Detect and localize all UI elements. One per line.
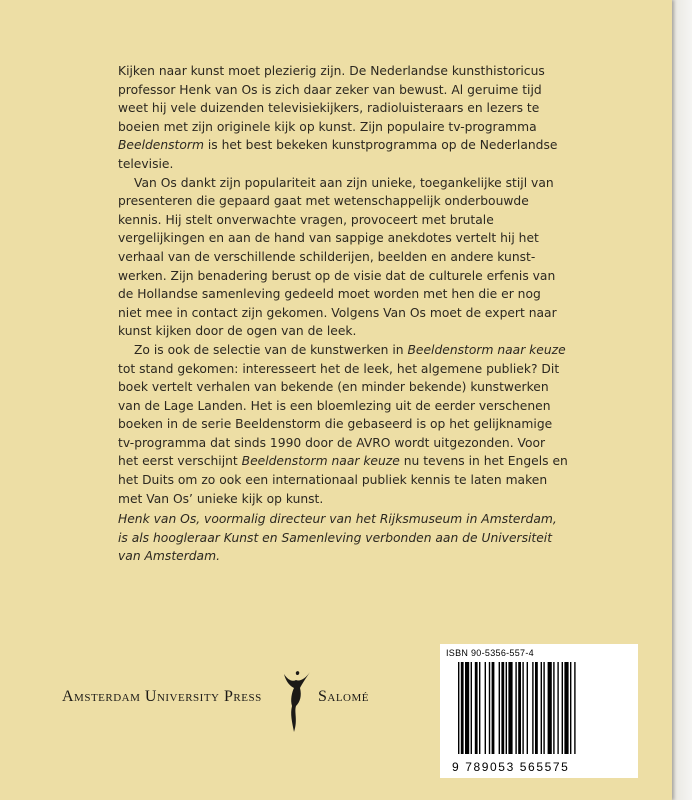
blurb-text [118, 62, 568, 508]
blurb-paragraph-2: Van Os dankt zijn populariteit aan zijn unieke, toegankelijke stijl van presenteren die gepaard gaat met wetenschappelijk onderbouwde kennis. Hij stelt onverwachte vragen, provoceert met brutale vergelijkingen en aan de hand van sappige anekdotes vertelt hij het verhaal van de verschillende schilderijen, beelden en andere kunstwerken. Zijn benadering berust op de visie dat de culturele erfenis van de Hollandse samenleving gedeeld moet worden met hen die er nog niet mee in contact zijn gekomen. Volgens Van Os moet de expert naar kunst kijken door de ogen van de leek. [118, 175, 557, 339]
paragraph-text: nu tevens in het Engels en het Duits om zo ook een internationaal publiek kennis te laten maken met Van Os’ unieke kijk op kunst. [118, 454, 568, 506]
author-bio: Henk van Os, voormalig directeur van het Rijksmuseum in Amsterdam, is als hoogleraar Kunst en Samenleving verbonden aan de Universiteit van Amsterdam. [118, 512, 557, 564]
paragraph-text: tot stand gekomen: interesseert het de leek, het algemene publiek? Dit boek vertelt verhalen van bekende (en minder bekende) kunstwerken van de Lage Landen. Het is een bloemlezing uit de eerder verschenen boeken in de serie Beeldenstorm die gebaseerd is op het gelijknamige tv-programma dat sinds 1990 door de AVRO wordt uitgezonden. Voor het eerst verschijnt [118, 361, 560, 469]
isbn-label: ISBN 90-5356-557-4 [446, 648, 534, 658]
barcode-number: 9 789053 565575 [452, 760, 570, 774]
blurb-paragraph-3 [118, 341, 568, 508]
paragraph-text: Zo is ook de selectie van de kunstwerken in [134, 342, 408, 357]
title-emphasis: Beeldenstorm naar keuze [241, 454, 400, 469]
paragraph-text: Kijken naar kunst moet plezierig zijn. De Nederlandse kunsthistoricus professor Henk van Os is zich daar zeker van bewust. Al geruime tijd weet hij vele duizenden televisiekijkers, radioluisteraars en lezers te boeien met zijn originele kijk op kunst. Zijn populaire tv-programma [118, 64, 545, 134]
publisher-name: Amsterdam University Press [62, 688, 262, 705]
dancer-logo-icon [276, 666, 316, 736]
barcode-icon [458, 662, 630, 760]
imprint-name: Salomé [318, 688, 370, 705]
title-emphasis: Beeldenstorm naar keuze [407, 342, 566, 357]
paragraph-text: is het best bekeken kunstprogramma op de Nederlandse televisie. [118, 138, 558, 171]
title-emphasis: Beeldenstorm [118, 138, 204, 153]
blurb-paragraph-1 [118, 62, 568, 174]
